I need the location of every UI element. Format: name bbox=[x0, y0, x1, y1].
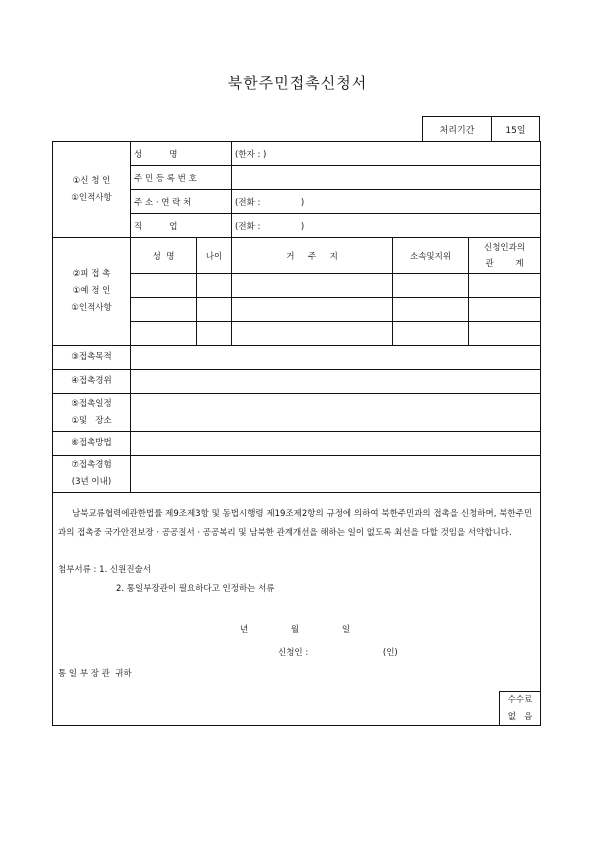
schedule-label: ⑤접촉일정 ①및 장소 bbox=[53, 394, 131, 432]
contact-affiliation-cell[interactable] bbox=[393, 298, 469, 322]
contact-relation-cell[interactable] bbox=[469, 322, 541, 346]
contact-name-cell[interactable] bbox=[131, 322, 197, 346]
contact-residence-cell[interactable] bbox=[232, 298, 393, 322]
occupation-label: 직 업 bbox=[131, 214, 232, 238]
day-label: 일 bbox=[341, 625, 351, 635]
application-form-table bbox=[52, 141, 541, 726]
attachment-item-1: 첨부서류 : 1. 신원진술서 bbox=[58, 565, 151, 575]
processing-period-value: 15일 bbox=[505, 126, 526, 136]
contact-affiliation-cell[interactable] bbox=[393, 274, 469, 298]
fee-box bbox=[499, 691, 541, 726]
contact-affiliation-cell[interactable] bbox=[393, 322, 469, 346]
contact-relation-cell[interactable] bbox=[469, 274, 541, 298]
experience-field[interactable] bbox=[131, 456, 541, 493]
processing-period-label: 처리기간 bbox=[423, 117, 492, 142]
page-title: 북한주민접촉신청서 bbox=[227, 74, 368, 92]
fee-value: 없 음 bbox=[507, 712, 533, 722]
name-field[interactable]: (한자 : ) bbox=[232, 142, 541, 166]
pledge-text: 남북교류협력에관한법률 제9조제3항 및 동법시행령 제19조제2항의 규정에 의하여 북한주민과의 접촉을 신청하며, 북한주민과의 접촉중 국가안전보장 · 공공질서 · 공공복리 및 남북한 관계개선을 해하는 일이 없도록 최선을 다할 것임을 서약합니다. bbox=[58, 509, 533, 538]
method-field[interactable] bbox=[131, 432, 541, 456]
name-label: 성 명 bbox=[131, 142, 232, 166]
seal-mark: (인) bbox=[382, 648, 398, 658]
applicant-sign-label: 신청인 : bbox=[278, 648, 309, 658]
attachments bbox=[58, 561, 532, 599]
contact-residence-cell[interactable] bbox=[232, 322, 393, 346]
contact-residence-cell[interactable] bbox=[232, 274, 393, 298]
col-name-header: 성 명 bbox=[131, 238, 197, 274]
purpose-label: ③접촉목적 bbox=[53, 346, 131, 370]
experience-label: ⑦접촉경험 (3년 이내) bbox=[53, 456, 131, 493]
contact-name-cell[interactable] bbox=[131, 274, 197, 298]
contact-name-cell[interactable] bbox=[131, 298, 197, 322]
contact-age-cell[interactable] bbox=[197, 322, 232, 346]
year-label: 년 bbox=[239, 625, 249, 635]
statement-block bbox=[53, 493, 541, 726]
col-affiliation-header: 소속및지위 bbox=[393, 238, 469, 274]
contact-age-cell[interactable] bbox=[197, 298, 232, 322]
date-line bbox=[58, 621, 532, 640]
occupation-field[interactable]: (전화 : ) bbox=[232, 214, 541, 238]
address-contact-label: 주 소 · 연 락 처 bbox=[131, 190, 232, 214]
address-contact-field[interactable]: (전화 : ) bbox=[232, 190, 541, 214]
schedule-field[interactable] bbox=[131, 394, 541, 432]
col-relation-header: 신청인과의 관 계 bbox=[469, 238, 541, 274]
attachment-item-2: 2. 통일부장관이 필요하다고 인정하는 서류 bbox=[116, 584, 275, 594]
contact-section-label: ②피 접 촉 ①예 정 인 ①인적사항 bbox=[53, 238, 131, 346]
signature-line bbox=[278, 644, 532, 663]
method-label: ⑥접촉방법 bbox=[53, 432, 131, 456]
resident-id-label: 주 민 등 록 번 호 bbox=[131, 166, 232, 190]
month-label: 월 bbox=[290, 625, 300, 635]
applicant-section-label: ①신 청 인 ①인적사항 bbox=[53, 142, 131, 238]
fee-label: 수수료 bbox=[507, 695, 533, 705]
background-label: ④접촉경위 bbox=[53, 370, 131, 394]
col-age-header: 나이 bbox=[197, 238, 232, 274]
resident-id-field[interactable] bbox=[232, 166, 541, 190]
background-field[interactable] bbox=[131, 370, 541, 394]
contact-age-cell[interactable] bbox=[197, 274, 232, 298]
processing-period-box bbox=[422, 116, 540, 142]
col-residence-header: 거 주 지 bbox=[232, 238, 393, 274]
purpose-field[interactable] bbox=[131, 346, 541, 370]
addressee: 통 일 부 장 관 귀하 bbox=[58, 669, 132, 679]
contact-relation-cell[interactable] bbox=[469, 298, 541, 322]
